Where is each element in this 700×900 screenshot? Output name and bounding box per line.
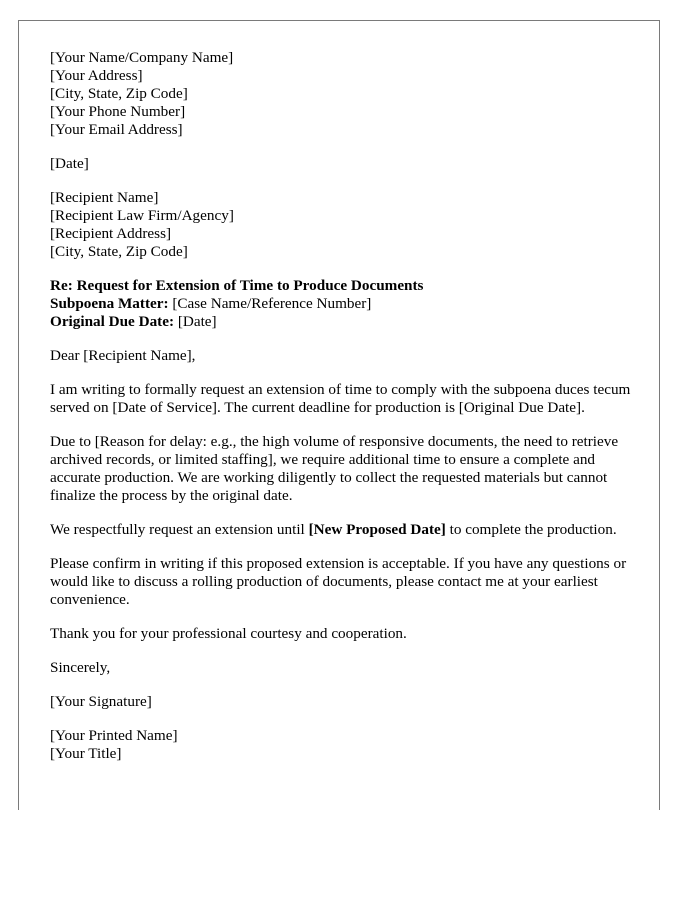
body-paragraph-2: Due to [Reason for delay: e.g., the high volume of responsive documents, the need to retrieve archived records, or limited staffing], we require additional time to ensure a complete and accurate production. We are working diligently to collect the requested materials but cannot finalize the process by the original date.: [50, 433, 619, 504]
subject-block: [50, 277, 632, 331]
recipient-city-state-zip: [City, State, Zip Code]: [50, 243, 188, 260]
subject-due-label: Original Due Date:: [50, 313, 175, 330]
letter-date: [Date]: [50, 155, 89, 172]
sender-city-state-zip: [City, State, Zip Code]: [50, 85, 188, 102]
subject-matter-label: Subpoena Matter:: [50, 295, 169, 312]
recipient-firm: [Recipient Law Firm/Agency]: [50, 207, 234, 224]
sender-phone: [Your Phone Number]: [50, 103, 186, 120]
body-paragraph-4: Please confirm in writing if this proposed extension is acceptable. If you have any questions or would like to discuss a rolling production of documents, please contact me at your earliest convenience.: [50, 555, 627, 608]
recipient-address: [Recipient Address]: [50, 225, 172, 242]
letter-content: [50, 49, 632, 763]
letter-page: [18, 20, 660, 810]
sender-address: [Your Address]: [50, 67, 143, 84]
recipient-name: [Recipient Name]: [50, 189, 159, 206]
subject-due-value: [Date]: [174, 313, 217, 330]
subject-matter-line: [50, 295, 632, 313]
signature-line: [Your Signature]: [50, 693, 152, 710]
signer-title: [Your Title]: [50, 745, 122, 762]
subject-matter-value: [Case Name/Reference Number]: [168, 295, 372, 312]
date-block: [50, 155, 632, 173]
subject-re-text: Re: Request for Extension of Time to Produce Documents: [50, 277, 424, 294]
signer-block: [50, 727, 632, 763]
body-paragraph-5: Thank you for your professional courtesy and cooperation.: [50, 625, 407, 642]
body-paragraph-3: [50, 521, 632, 539]
p3-after: to complete the production.: [445, 521, 617, 538]
sender-block: [50, 49, 632, 139]
salutation: Dear [Recipient Name],: [50, 347, 196, 364]
sender-name: [Your Name/Company Name]: [50, 49, 234, 66]
sender-email: [Your Email Address]: [50, 121, 183, 138]
p3-before: We respectfully request an extension until: [50, 521, 309, 538]
p3-proposed-date: [New Proposed Date]: [308, 521, 446, 538]
recipient-block: [50, 189, 632, 261]
subject-re-line: [50, 277, 632, 295]
body-paragraph-1: I am writing to formally request an extension of time to comply with the subpoena duces tecum served on [Date of Service]. The current deadline for production is [Original Due Date].: [50, 381, 631, 416]
subject-due-line: [50, 313, 632, 331]
valediction: Sincerely,: [50, 659, 111, 676]
printed-name: [Your Printed Name]: [50, 727, 178, 744]
